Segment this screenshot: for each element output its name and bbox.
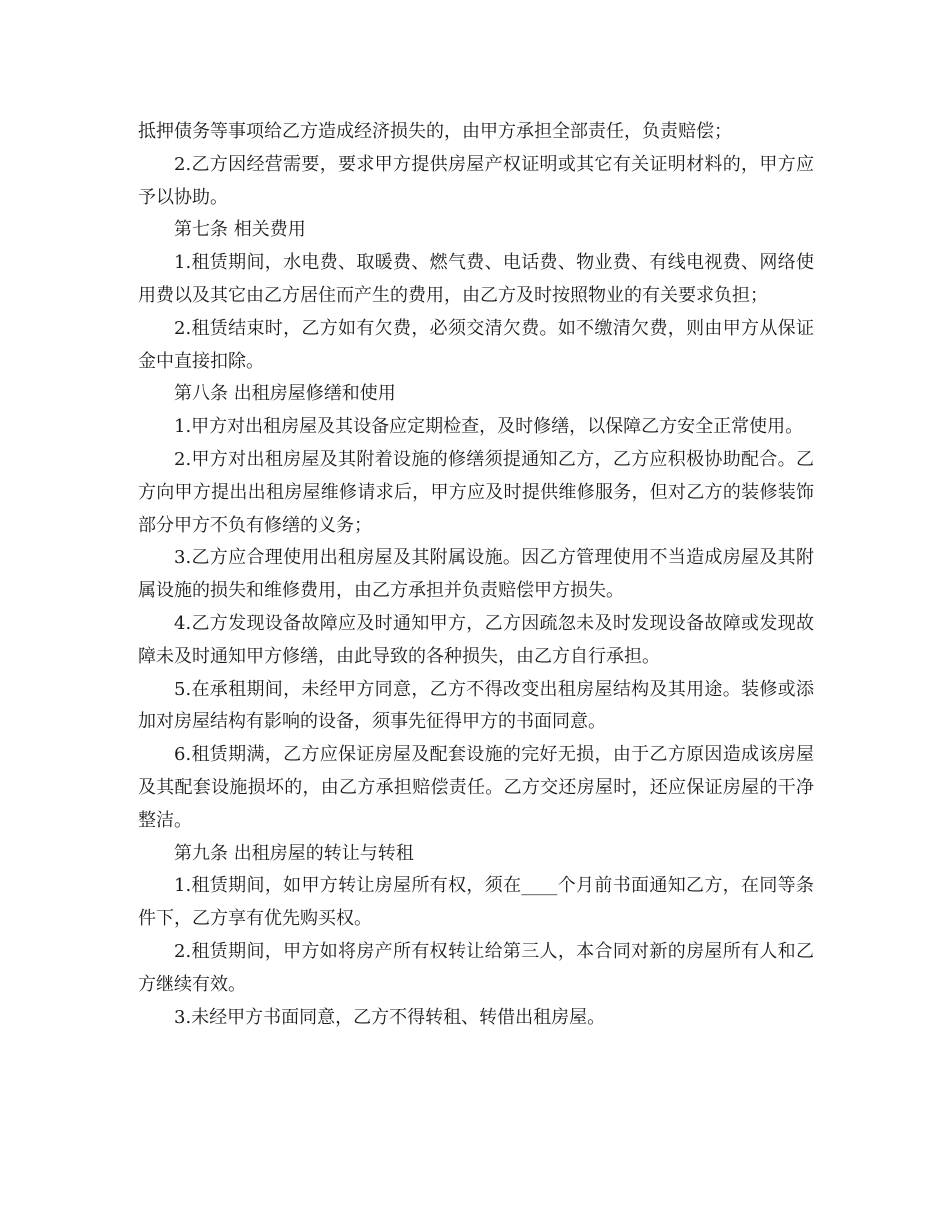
paragraph-clause: 1.甲方对出租房屋及其设备应定期检查，及时修缮，以保障乙方安全正常使用。 bbox=[174, 416, 804, 438]
paragraph-clause: 4.乙方发现设备故障应及时通知甲方，乙方因疏忽未及时发现设备故障或发现故障未及时通知甲方修缮，由此导致的各种损失，由乙方自行承担。 bbox=[138, 612, 814, 667]
document-body bbox=[138, 116, 814, 1034]
paragraph-clause: 2.甲方对出租房屋及其附着设施的修缮须提通知乙方，乙方应积极协助配合。乙方向甲方提出出租房屋维修请求后，甲方应及时提供维修服务，但对乙方的装修装饰部分甲方不负有修缮的义务； bbox=[138, 448, 814, 536]
article-heading: 第九条 出租房屋的转让与转租 bbox=[174, 842, 414, 864]
paragraph-clause: 3.未经甲方书面同意，乙方不得转租、转借出租房屋。 bbox=[174, 1006, 606, 1028]
article-heading: 第八条 出租房屋修缮和使用 bbox=[174, 383, 396, 405]
paragraph-clause: 1.租赁期间，水电费、取暖费、燃气费、电话费、物业费、有线电视费、网络使用费以及其它由乙方居住而产生的费用，由乙方及时按照物业的有关要求负担； bbox=[138, 252, 814, 306]
paragraph-clause: 5.在承租期间，未经甲方同意，乙方不得改变出租房屋结构及其用途。装修或添加对房屋结构有影响的设备，须事先征得甲方的书面同意。 bbox=[138, 678, 814, 733]
paragraph-clause: 2.租赁结束时，乙方如有欠费，必须交清欠费。如不缴清欠费，则由甲方从保证金中直接扣除。 bbox=[138, 317, 814, 372]
paragraph-clause: 2.租赁期间，甲方如将房产所有权转让给第三人，本合同对新的房屋所有人和乙方继续有效。 bbox=[138, 940, 814, 995]
paragraph-continuation: 抵押债务等事项给乙方造成经济损失的，由甲方承担全部责任，负责赔偿； bbox=[138, 121, 732, 142]
paragraph-clause: 2.乙方因经营需要，要求甲方提供房屋产权证明或其它有关证明材料的，甲方应予以协助。 bbox=[138, 153, 814, 208]
paragraph-clause: 3.乙方应合理使用出租房屋及其附属设施。因乙方管理使用不当造成房屋及其附属设施的损失和维修费用，由乙方承担并负责赔偿甲方损失。 bbox=[138, 547, 814, 602]
paragraph-clause: 6.租赁期满，乙方应保证房屋及配套设施的完好无损，由于乙方原因造成该房屋及其配套设施损坏的，由乙方承担赔偿责任。乙方交还房屋时，还应保证房屋的干净整洁。 bbox=[138, 744, 814, 831]
paragraph-clause: 1.租赁期间，如甲方转让房屋所有权，须在____个月前书面通知乙方，在同等条件下，乙方享有优先购买权。 bbox=[138, 875, 814, 930]
article-heading: 第七条 相关费用 bbox=[174, 219, 306, 241]
